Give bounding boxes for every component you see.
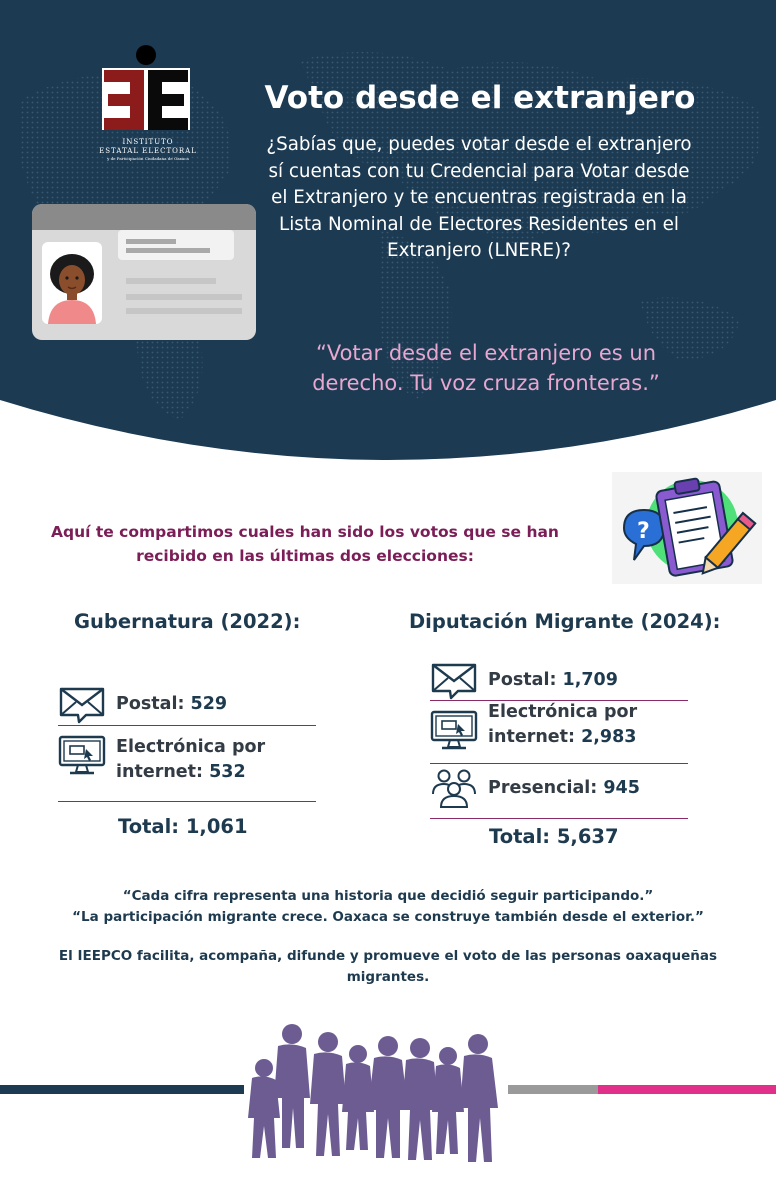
gubernatura-electronic-row <box>58 735 318 785</box>
gubernatura-total: Total: 1,061 <box>118 815 248 838</box>
diputacion-title: Diputación Migrante (2024): <box>409 610 721 633</box>
envelope-icon <box>430 660 478 700</box>
monitor-icon <box>58 735 106 775</box>
postal-label: Postal: <box>488 669 563 690</box>
footer-stripe-gray <box>508 1085 598 1094</box>
footer-stripe-pink <box>598 1085 776 1094</box>
diputacion-postal-row <box>430 660 690 700</box>
closing-quote-2: “La participación migrante crece. Oaxaca se construye también desde el exterior.” <box>72 909 704 925</box>
divider <box>58 725 316 726</box>
diputacion-electronic-text <box>488 700 668 750</box>
page-title: Voto desde el extranjero <box>264 80 696 116</box>
votes-intro-text: Aquí te compartimos cuales han sido los votos que se han recibido en las últimas dos elecciones: <box>51 523 559 565</box>
electronic-value: 2,983 <box>581 727 637 747</box>
postal-label: Postal: <box>116 693 191 714</box>
logo-mark-icon <box>98 42 198 137</box>
footer-stripe-navy <box>0 1085 244 1094</box>
ieepco-logo <box>98 42 198 172</box>
divider <box>58 801 316 802</box>
migrants-silhouette-icon <box>240 1018 510 1168</box>
electronic-label: Electrónica por internet: <box>488 702 638 747</box>
people-group-icon <box>430 768 478 808</box>
gubernatura-title: Gubernatura (2022): <box>74 610 301 633</box>
presencial-label: Presencial: <box>488 777 604 798</box>
presencial-value: 945 <box>603 777 640 798</box>
svg-text:?: ? <box>637 519 650 544</box>
divider <box>430 763 688 764</box>
electronic-label: Electrónica por internet: <box>116 737 266 782</box>
postal-value: 529 <box>190 693 228 714</box>
logo-text-line2: ESTATAL ELECTORAL <box>99 147 197 155</box>
diputacion-total: Total: 5,637 <box>489 825 619 848</box>
divider <box>430 818 688 819</box>
gubernatura-electronic-text <box>116 735 296 785</box>
postal-value: 1,709 <box>562 669 618 690</box>
diputacion-presencial-text <box>488 776 640 801</box>
logo-text-line1: INSTITUTO <box>122 138 174 146</box>
closing-text <box>40 886 736 988</box>
closing-statement: El IEEPCO facilita, acompaña, difunde y promueve el voto de las personas oaxaqueñas migrantes. <box>58 948 718 985</box>
logo-text-line3: y de Participación Ciudadana de Oaxaca <box>107 156 189 161</box>
diputacion-postal-text <box>488 668 618 693</box>
monitor-icon <box>430 710 478 750</box>
diputacion-presencial-row <box>430 768 690 808</box>
diputacion-electronic-row <box>430 700 690 750</box>
voter-id-card-icon <box>30 200 260 342</box>
envelope-icon <box>58 684 106 724</box>
intro-question: ¿Sabías que, puedes votar desde el extranjero sí cuentas con tu Credencial para Votar desde el Extranjero y te encuentras registrada en la Lista Nominal de Electores Residentes en el Extranjero (LNERE)? <box>266 134 692 261</box>
gubernatura-postal-text <box>116 692 227 717</box>
electronic-value: 532 <box>209 762 246 782</box>
closing-quote-1: “Cada cifra representa una historia que decidió seguir participando.” <box>122 888 654 904</box>
gubernatura-postal-row <box>58 684 318 724</box>
clipboard-pencil-icon <box>612 472 762 584</box>
header-quote: “Votar desde el extranjero es un derecho. Tu voz cruza fronteras.” <box>312 341 660 395</box>
